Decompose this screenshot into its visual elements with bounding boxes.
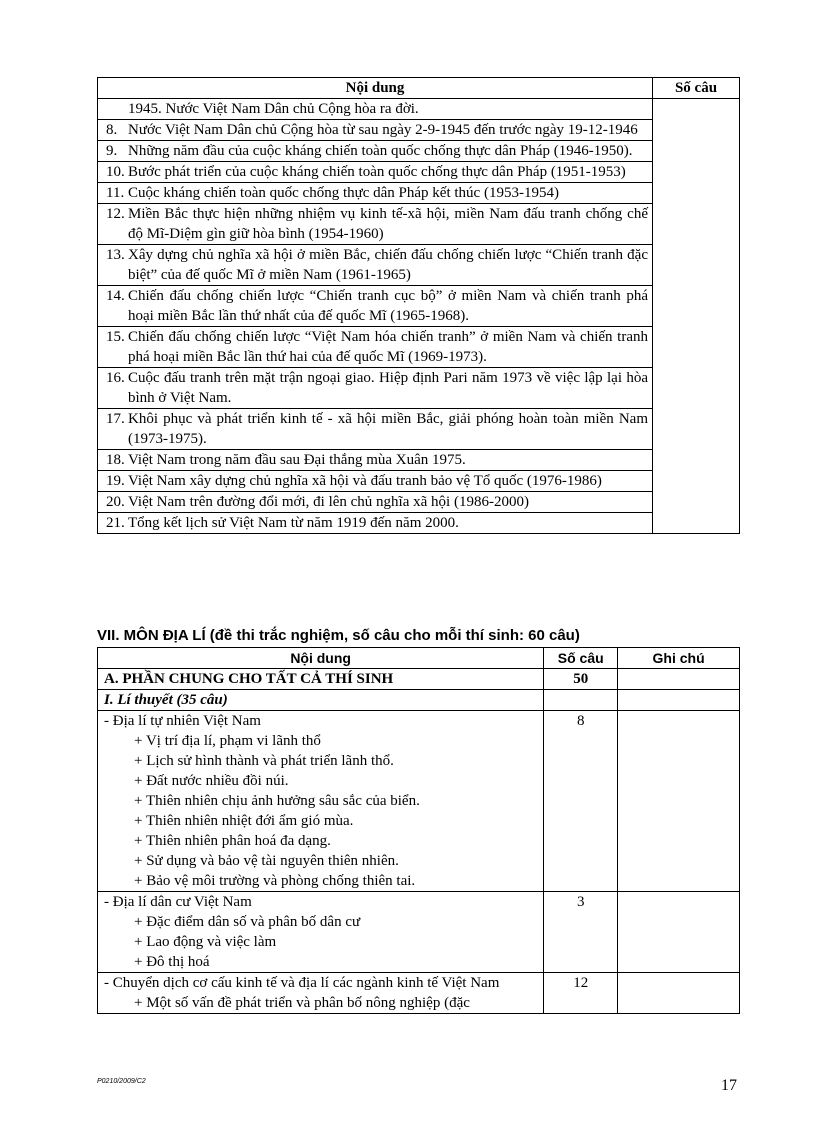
- row-number: 14.: [106, 288, 125, 304]
- header-count: Số câu: [544, 648, 618, 669]
- topic-row: [98, 892, 740, 973]
- row-text: Việt Nam trong năm đầu sau Đại thắng mùa Xuân 1975.: [128, 452, 466, 468]
- section-a-row: [98, 669, 740, 690]
- table-row: [98, 99, 740, 120]
- row-number: 10.: [106, 164, 125, 180]
- table-row: [98, 120, 740, 141]
- table-row: [98, 368, 740, 409]
- row-text: Cuộc đấu tranh trên mặt trận ngoại giao. Hiệp định Pari năm 1973 về việc lập lại hòa bình ở Việt Nam.: [128, 370, 648, 406]
- page-number: 17: [721, 1077, 737, 1094]
- table-row: [98, 409, 740, 450]
- row-number: 13.: [106, 247, 125, 263]
- topic-item: + Thiên nhiên nhiệt đới ẩm gió mùa.: [134, 813, 354, 829]
- table-row: [98, 162, 740, 183]
- table-row: [98, 450, 740, 471]
- count-cell: [653, 99, 740, 534]
- table-row: [98, 286, 740, 327]
- header-content: Nội dung: [98, 648, 544, 669]
- row-number: 19.: [106, 473, 125, 489]
- table-row: [98, 183, 740, 204]
- row-text: Chiến đấu chống chiến lược “Việt Nam hóa chiến tranh” ở miền Nam và chiến tranh phá hoại miền Bắc lần thứ hai của đế quốc Mĩ (1969-1973).: [128, 329, 648, 365]
- row-number: 15.: [106, 329, 125, 345]
- section-i-row: [98, 690, 740, 711]
- topic-item: + Sử dụng và bảo vệ tài nguyên thiên nhiên.: [134, 853, 399, 869]
- topic-item: + Vị trí địa lí, phạm vi lãnh thổ: [134, 733, 321, 749]
- header-note: Ghi chú: [618, 648, 740, 669]
- topic-item: + Lịch sử hình thành và phát triển lãnh thổ.: [134, 753, 394, 769]
- topic-title: - Địa lí dân cư Việt Nam: [104, 894, 252, 910]
- table-row: [98, 471, 740, 492]
- row-text: Những năm đầu của cuộc kháng chiến toàn quốc chống thực dân Pháp (1946-1950).: [128, 143, 633, 159]
- header-content: Nội dung: [98, 78, 653, 99]
- document-code: P0210/2009/C2: [97, 1078, 146, 1085]
- row-number: 9.: [106, 143, 118, 159]
- section-a-count: 50: [544, 669, 618, 690]
- topic-item: + Lao động và việc làm: [134, 934, 277, 950]
- row-text: Miền Bắc thực hiện những nhiệm vụ kinh tế-xã hội, miền Nam đấu tranh chống chế độ Mĩ-Diệm gìn giữ hòa bình (1954-1960): [128, 206, 648, 242]
- geography-content-table: [97, 647, 740, 1014]
- row-number: 21.: [106, 515, 125, 531]
- row-number: 8.: [106, 122, 118, 138]
- table-row: [98, 141, 740, 162]
- table-row: [98, 492, 740, 513]
- topic-title: - Chuyển dịch cơ cấu kinh tế và địa lí các ngành kinh tế Việt Nam: [104, 975, 500, 991]
- table-row: [98, 245, 740, 286]
- topic-count: 3: [544, 892, 618, 973]
- row-text: Cuộc kháng chiến toàn quốc chống thực dân Pháp kết thúc (1953-1954): [128, 185, 559, 201]
- row-text: Tổng kết lịch sử Việt Nam từ năm 1919 đến năm 2000.: [128, 515, 459, 531]
- table-row: [98, 204, 740, 245]
- row-text: 1945. Nước Việt Nam Dân chủ Cộng hòa ra đời.: [128, 101, 419, 117]
- row-number: 17.: [106, 411, 125, 427]
- table-header-row: [98, 78, 740, 99]
- row-number: 20.: [106, 494, 125, 510]
- topic-item: + Đặc điểm dân số và phân bố dân cư: [134, 914, 361, 930]
- table-row: [98, 327, 740, 368]
- row-text: Việt Nam trên đường đổi mới, đi lên chủ nghĩa xã hội (1986-2000): [128, 494, 529, 510]
- geography-section-title: VII. MÔN ĐỊA LÍ (đề thi trắc nghiệm, số câu cho mỗi thí sinh: 60 câu): [97, 627, 580, 644]
- row-text: Bước phát triển của cuộc kháng chiến toàn quốc chống thực dân Pháp (1951-1953): [128, 164, 626, 180]
- topic-title: - Địa lí tự nhiên Việt Nam: [104, 713, 261, 729]
- table-row: [98, 513, 740, 534]
- row-number: 12.: [106, 206, 125, 222]
- topic-item: + Một số vấn đề phát triển và phân bố nông nghiệp (đặc: [134, 995, 470, 1011]
- topic-item: + Bảo vệ môi trường và phòng chống thiên tai.: [134, 873, 416, 889]
- topic-count: 8: [544, 711, 618, 892]
- row-text: Việt Nam xây dựng chủ nghĩa xã hội và đấu tranh bảo vệ Tổ quốc (1976-1986): [128, 473, 602, 489]
- section-i-label: I. Lí thuyết (35 câu): [98, 690, 544, 711]
- header-count: Số câu: [653, 78, 740, 99]
- topic-row: [98, 711, 740, 892]
- row-number: 18.: [106, 452, 125, 468]
- table-header-row: [98, 648, 740, 669]
- topic-item: + Đất nước nhiều đồi núi.: [134, 773, 289, 789]
- row-text: Xây dựng chủ nghĩa xã hội ở miền Bắc, chiến đấu chống chiến lược “Chiến tranh đặc biệt” của đế quốc Mĩ ở miền Nam (1961-1965): [128, 247, 648, 283]
- topic-item: + Đô thị hoá: [134, 954, 210, 970]
- row-text: Khôi phục và phát triển kinh tế - xã hội miền Bắc, giải phóng hoàn toàn miền Nam (1973-1975).: [128, 411, 648, 447]
- row-text: Nước Việt Nam Dân chủ Cộng hòa từ sau ngày 2-9-1945 đến trước ngày 19-12-1946: [128, 122, 638, 138]
- section-a-label: A. PHẦN CHUNG CHO TẤT CẢ THÍ SINH: [98, 669, 544, 690]
- row-number: 16.: [106, 370, 125, 386]
- topic-row: [98, 973, 740, 1014]
- topic-item: + Thiên nhiên chịu ảnh hưởng sâu sắc của biển.: [134, 793, 420, 809]
- topic-count: 12: [544, 973, 618, 1014]
- row-number: 11.: [106, 185, 125, 201]
- history-content-table: [97, 77, 740, 534]
- topic-item: + Thiên nhiên phân hoá đa dạng.: [134, 833, 331, 849]
- row-text: Chiến đấu chống chiến lược “Chiến tranh cục bộ” ở miền Nam và chiến tranh phá hoại miền Bắc lần thứ nhất của đế quốc Mĩ (1965-1968).: [128, 288, 648, 324]
